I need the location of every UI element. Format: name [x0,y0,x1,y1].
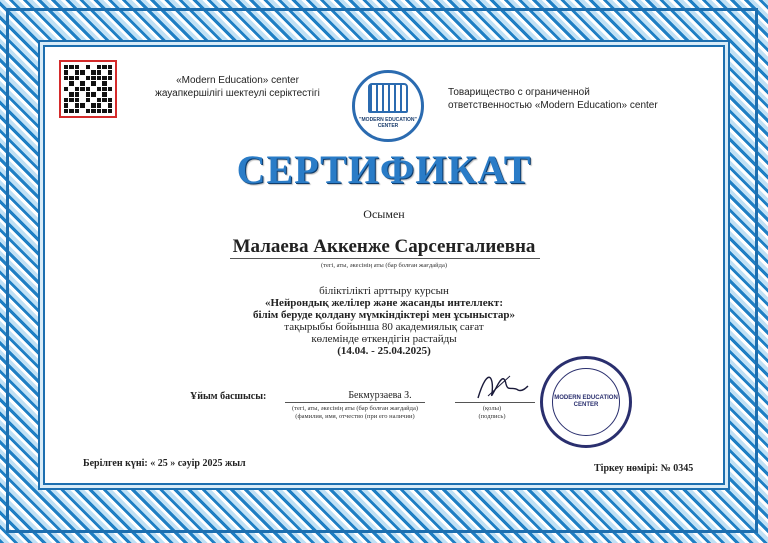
stamp-text-line2: CENTER [573,402,599,408]
course-hours-line: тақырыбы бойынша 80 академиялық сағат [284,321,484,333]
course-title-line-2: білім беруде қолдану мүмкіндіктері мен ұсыныстар» [252,309,516,321]
head-name-underline [285,402,425,403]
course-confirm-line: көлемінде өткендігін растайды [311,333,457,345]
issue-date: Берілген күні: « 25 » сәуір 2025 жыл [83,458,246,469]
registration-number: Тіркеу нөмірі: № 0345 [594,463,694,474]
head-label: Ұйым басшысы: [190,391,267,402]
book-icon [368,83,408,113]
head-caption-kazakh: (тегі, аты, әкесінің аты (бар болған жағдайда) [291,405,418,412]
signature-underline [455,402,535,403]
org-name-kazakh-line2: жауапкершілігі шектеулі серіктестігі [155,88,320,99]
recipient-name: Малаева Аккенже Сарсенгалиевна [232,236,536,257]
org-name-russian [448,86,658,112]
signature-caption [472,405,512,421]
qr-code-icon [59,60,117,118]
certificate-title: СЕРТИФИКАТ [236,147,532,192]
org-name-kazakh-line1: «Modern Education» center [176,75,299,86]
official-stamp [540,356,632,448]
given-to-label: Осымен [363,207,405,221]
head-caption-russian: (фамилия, имя, отчество (при его наличии) [295,413,415,420]
name-caption: (тегі, аты, әкесінің аты (бар болған жағдайда) [320,262,447,269]
signature-caption-russian: (подпись) [478,413,506,420]
course-line-1: біліктілікті арттыру курсын [319,285,449,297]
organization-logo [352,70,424,142]
signature-caption-kazakh: (қолы) [482,405,502,412]
name-underline [230,258,540,259]
org-name-russian-line2: ответственностью «Modern Education» center [448,100,658,111]
org-name-russian-line1: Товарищество с ограниченной [448,87,590,98]
course-title-line-1: «Нейрондық желілер және жасанды интеллект: [265,297,503,309]
stamp-text-line1: MODERN EDUCATION [554,395,618,401]
org-name-kazakh [150,74,325,100]
logo-text: "MODERN EDUCATION" CENTER [359,117,417,129]
head-name: Бекмурзаева З. [348,390,412,401]
stamp-inner-ring [552,368,620,436]
head-name-caption [285,405,425,421]
course-dates: (14.04. - 25.04.2025) [337,345,431,357]
